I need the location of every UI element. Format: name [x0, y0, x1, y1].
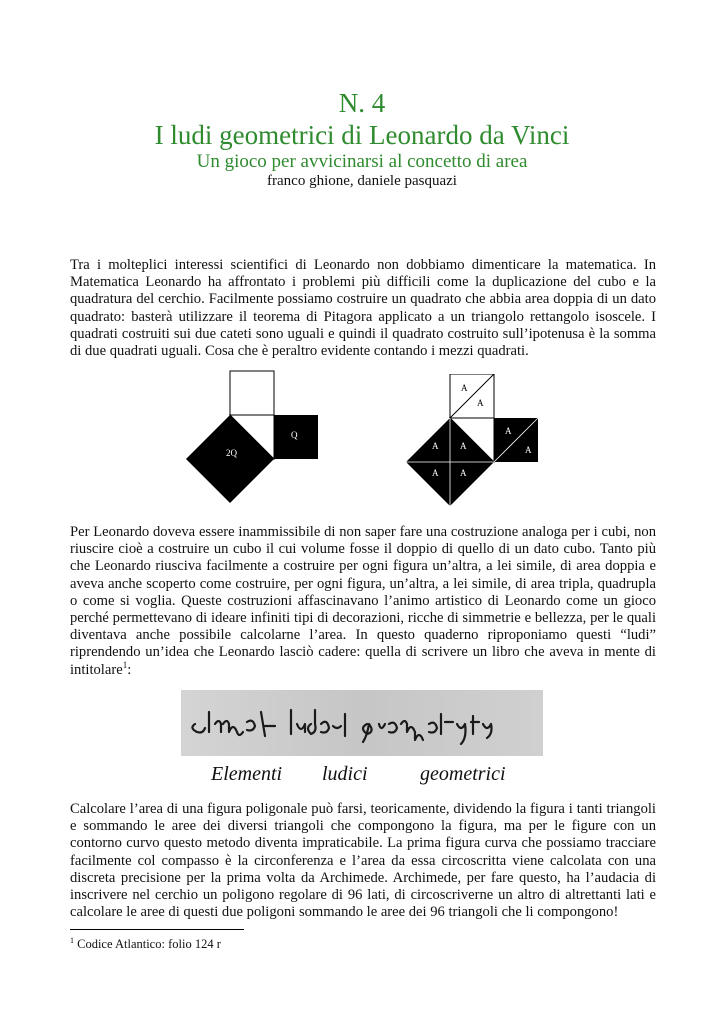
pythagoras-figure-left: [186, 368, 322, 508]
paragraph-leonardo-text: Per Leonardo doveva essere inammissibile di non saper fare una costruzione analoga per i cubi, non riuscire cioè a costruire un cubo il cui volume fosse il doppio di quello di un dato cubo. Tanto più che Leonardo riusciva facilmente a costruire per ogni figura un’altra, a lei simile, di area doppia e aveva anche scoperto come costruire, per ogni figura, un’altra, a lei simile, di area tripla, quadrupla o come si voglia. Queste costruzioni affascinavano l’animo artistico di Leonardo come un gioco perché permettevano di ideare infiniti tipi di decorazioni, ricche di simmetrie e bellezza, per le quali diventava anche possibile calcolarne l’area. In questo quaderno riproponiamo questi “ludi” riprendendo un’idea che Leonardo lasciò cadere: quella di scrivere un libro che aveva in mente di intitolare: [70, 524, 656, 678]
paragraph-leonardo-end: :: [127, 661, 132, 678]
label-q: Q: [291, 430, 298, 440]
footnote: [70, 936, 221, 952]
label-a-side-2: A: [525, 445, 532, 455]
label-a-diamond-1: A: [432, 441, 439, 451]
footnote-text: Codice Atlantico: folio 124 r: [77, 937, 221, 951]
label-a-diamond-2: A: [460, 441, 467, 451]
document-number: N. 4: [338, 88, 386, 118]
footnote-marker: 1: [70, 935, 74, 945]
top-square: [230, 371, 274, 415]
paragraph-leonardo: [70, 524, 656, 679]
caption-word-ludici: ludici: [322, 763, 368, 785]
caption-word-elementi: Elementi: [211, 763, 283, 785]
label-a-top-2: A: [477, 398, 484, 408]
paragraph-intro: Tra i molteplici interessi scientifici di Leonardo non dobbiamo dimenticare la matematica. In Matematica Leonardo ha affrontato i problemi più difficili come la duplicazione del cubo e la quadratura del cerchio. Facilmente possiamo costruire un quadrato che abbia area doppia di un dato quadrato: basterà utilizzare il teorema di Pitagora applicato a un triangolo rettangolo isoscele. I quadrati costruiti sui due cateti sono uguali e quindi il quadrato costruito sull’ipotenusa è la somma di due quadrati uguali. Cosa che è peraltro evidente contando i mezzi quadrati.: [70, 257, 656, 360]
label-a-top-1: A: [461, 383, 468, 393]
caption-word-geometrici: geometrici: [420, 763, 506, 785]
document-authors: franco ghione, daniele pasquazi: [267, 173, 457, 189]
footnote-divider: [70, 929, 244, 930]
label-a-diamond-3: A: [432, 468, 439, 478]
label-2q: 2Q: [226, 448, 237, 458]
footnote-ref: 1: [122, 659, 128, 670]
document-subtitle: Un gioco per avvicinarsi al concetto di area: [196, 151, 528, 172]
label-a-side-1: A: [505, 426, 512, 436]
paragraph-archimede: Calcolare l’area di una figura poligonale può farsi, teoricamente, dividendo la figura i tanti triangoli e sommando le aree dei diversi triangoli che compongono la figura, ma per le figure con un contorno curvo questo metodo diventa impraticabile. La prima figura curva che possiamo tracciare facilmente col compasso è la circonferenza e l’area da essa circoscritta viene calcolata con una discreta precisione per la prima volta da Archimede. Archimede, per fare questo, ha l’audacia di inscrivere nel cerchio un poligono regolare di 96 lati, di circoscriverne un altro di altrettanti lati e calcolare le aree di questi due poligoni sommando le aree dei 96 triangoli che li compongono!: [70, 801, 656, 921]
title-block: [0, 88, 724, 189]
pythagoras-figure-right: [406, 374, 542, 510]
label-a-diamond-4: A: [460, 468, 467, 478]
document-title: I ludi geometrici di Leonardo da Vinci: [154, 120, 570, 150]
manuscript-image: [181, 690, 543, 756]
